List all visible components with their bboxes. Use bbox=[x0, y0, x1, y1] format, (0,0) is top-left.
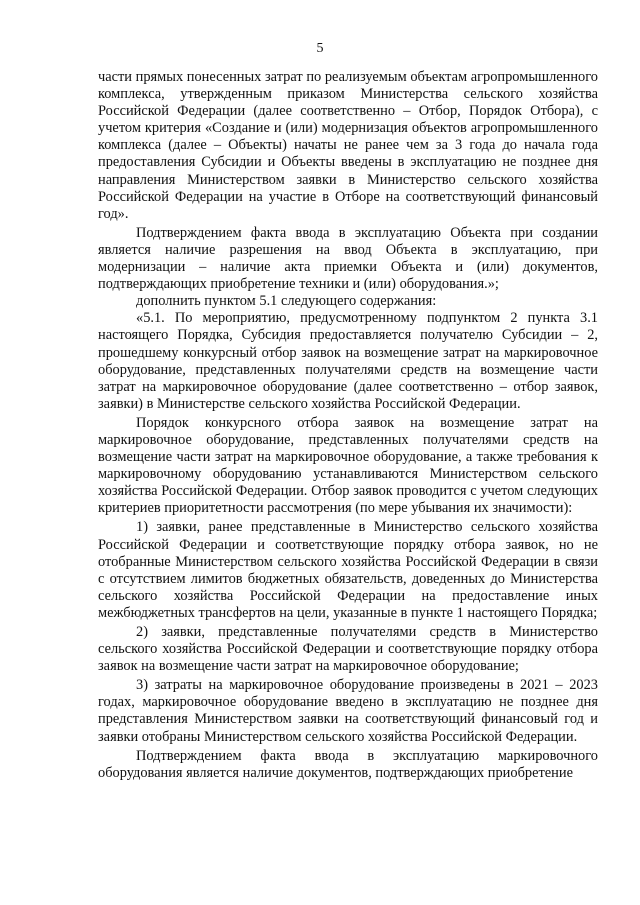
paragraph-4: «5.1. По мероприятию, предусмотренному подпунктом 2 пункта 3.1 настоящего Порядка, Субсидия предоставляется получателю Субсидии – 2, прошедшему конкурсный отбор заявок на возмещение затрат на маркировочное оборудование, представленных получателями средств на возмещение части затрат на маркировочное оборудование (далее соответственно – отбор заявок, заявки) в Министерстве сельского хозяйства Российской Федерации. bbox=[98, 310, 598, 412]
paragraph-5: Порядок конкурсного отбора заявок на возмещение затрат на маркировочное оборудование, представленных получателями средств на возмещение части затрат на маркировочное оборудование, а также требования к маркировочному оборудованию устанавливаются Министерством сельского хозяйства Российской Федерации. Отбор заявок проводится с учетом следующих критериев приоритетности рассмотрения (по мере убывания их значимости): bbox=[98, 414, 598, 517]
paragraph-7: 2) заявки, представленные получателями средств в Министерство сельского хозяйства Российской Федерации и соответствующие порядку отбора заявок на возмещение части затрат на маркировочное оборудование; bbox=[98, 624, 598, 675]
paragraph-3: дополнить пунктом 5.1 следующего содержания: bbox=[136, 293, 437, 310]
paragraph-1: части прямых понесенных затрат по реализуемым объектам агропромышленного комплекса, утвержденным приказом Министерства сельского хозяйства Российской Федерации (далее соответственно – Отбор, Порядок Отбора), с учетом критерия «Создание и (или) модернизация объектов агропромышленного комплекса (далее – Объекты) начаты не ранее чем за 3 года до начала года предоставления Субсидии и Объекты введены в эксплуатацию не позднее дня направления Министерством заявки в Министерство сельского хозяйства Российской Федерации на участие в Отборе на соответствующий финансовый год». bbox=[98, 69, 598, 222]
document-body bbox=[98, 69, 598, 782]
paragraph-6: 1) заявки, ранее представленные в Министерство сельского хозяйства Российской Федерации и соответствующие порядку отбора заявок, но не отобранные Министерством сельского хозяйства Российской Федерации в связи с отсутствием лимитов бюджетных обязательств, доведенных до Министерства сельского хозяйства Российской Федерации на предоставление иных межбюджетных трансфертов на цели, указанные в пункте 1 настоящего Порядка; bbox=[98, 519, 598, 621]
paragraph-2: Подтверждением факта ввода в эксплуатацию Объекта при создании является наличие разрешения на ввод Объекта в эксплуатацию, при модернизации – наличие акта приемки Объекта и (или) документов, подтверждающих приобретение техники и (или) оборудования.»; bbox=[98, 224, 598, 293]
paragraph-8: 3) затраты на маркировочное оборудование произведены в 2021 – 2023 годах, маркировочное оборудование введено в эксплуатацию не позднее дня представления Министерством заявки на соответствующий финансовый год и заявки отобраны Министерством сельского хозяйства Российской Федерации. bbox=[98, 677, 598, 745]
paragraph-9: Подтверждением факта ввода в эксплуатацию маркировочного оборудования является наличие документов, подтверждающих приобретение bbox=[98, 747, 598, 781]
page-number: 5 bbox=[316, 41, 324, 56]
